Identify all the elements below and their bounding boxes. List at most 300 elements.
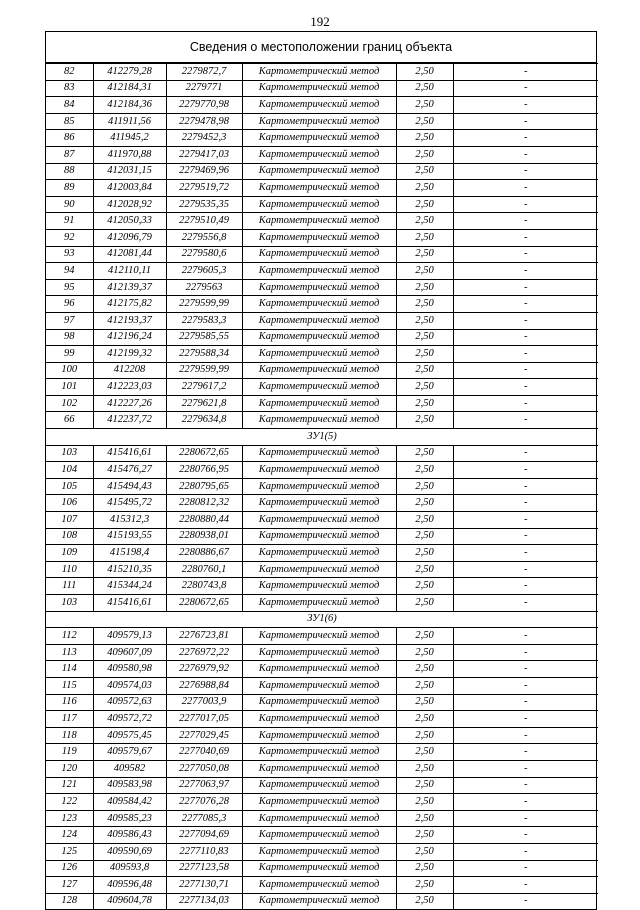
table-row (46, 229, 598, 246)
y-coordinate-cell: 2276972,22 (166, 644, 242, 661)
x-coordinate-cell: 412096,79 (93, 229, 166, 246)
point-number-cell: 104 (46, 462, 93, 479)
point-number-cell: 107 (46, 512, 93, 529)
precision-cell: 2,50 (396, 644, 453, 661)
coordinates-table-sheet (45, 31, 597, 910)
description-cell: - (453, 810, 598, 827)
description-cell: - (453, 196, 598, 213)
x-coordinate-cell: 409572,63 (93, 694, 166, 711)
x-coordinate-cell: 412237,72 (93, 412, 166, 429)
point-number-cell: 109 (46, 545, 93, 562)
description-cell: - (453, 113, 598, 130)
method-cell: Картометрический метод (242, 229, 396, 246)
x-coordinate-cell: 409582 (93, 760, 166, 777)
x-coordinate-cell: 409585,23 (93, 810, 166, 827)
precision-cell: 2,50 (396, 246, 453, 263)
precision-cell: 2,50 (396, 777, 453, 794)
method-cell: Картометрический метод (242, 64, 396, 81)
x-coordinate-cell: 412208 (93, 362, 166, 379)
description-cell: - (453, 843, 598, 860)
table-row (46, 395, 598, 412)
precision-cell: 2,50 (396, 478, 453, 495)
method-cell: Картометрический метод (242, 495, 396, 512)
description-cell: - (453, 512, 598, 529)
method-cell: Картометрический метод (242, 628, 396, 645)
x-coordinate-cell: 412031,15 (93, 163, 166, 180)
y-coordinate-cell: 2277050,08 (166, 760, 242, 777)
method-cell: Картометрический метод (242, 97, 396, 114)
precision-cell: 2,50 (396, 495, 453, 512)
y-coordinate-cell: 2276723,81 (166, 628, 242, 645)
method-cell: Картометрический метод (242, 561, 396, 578)
point-number-cell: 121 (46, 777, 93, 794)
y-coordinate-cell: 2280938,01 (166, 528, 242, 545)
precision-cell: 2,50 (396, 827, 453, 844)
point-number-cell: 103 (46, 595, 93, 612)
point-number-cell: 87 (46, 146, 93, 163)
description-cell: - (453, 661, 598, 678)
method-cell: Картометрический метод (242, 794, 396, 811)
precision-cell: 2,50 (396, 578, 453, 595)
point-number-cell: 113 (46, 644, 93, 661)
table-row (46, 644, 598, 661)
y-coordinate-cell: 2277110,83 (166, 843, 242, 860)
precision-cell: 2,50 (396, 727, 453, 744)
precision-cell: 2,50 (396, 528, 453, 545)
table-row (46, 694, 598, 711)
x-coordinate-cell: 412139,37 (93, 279, 166, 296)
x-coordinate-cell: 409575,45 (93, 727, 166, 744)
coordinates-table-body (46, 64, 598, 910)
description-cell: - (453, 229, 598, 246)
description-cell: - (453, 760, 598, 777)
precision-cell: 2,50 (396, 296, 453, 313)
y-coordinate-cell: 2277130,71 (166, 877, 242, 894)
point-number-cell: 106 (46, 495, 93, 512)
point-number-cell: 99 (46, 346, 93, 363)
table-row (46, 130, 598, 147)
y-coordinate-cell: 2279621,8 (166, 395, 242, 412)
point-number-cell: 112 (46, 628, 93, 645)
point-number-cell: 128 (46, 893, 93, 909)
section-label: ЗУ1(6) (46, 611, 598, 628)
x-coordinate-cell: 415312,3 (93, 512, 166, 529)
x-coordinate-cell: 409579,67 (93, 744, 166, 761)
table-row (46, 263, 598, 280)
y-coordinate-cell: 2279535,35 (166, 196, 242, 213)
table-row (46, 877, 598, 894)
y-coordinate-cell: 2279563 (166, 279, 242, 296)
y-coordinate-cell: 2280886,67 (166, 545, 242, 562)
x-coordinate-cell: 412184,31 (93, 80, 166, 97)
table-row (46, 213, 598, 230)
y-coordinate-cell: 2280880,44 (166, 512, 242, 529)
description-cell: - (453, 362, 598, 379)
point-number-cell: 86 (46, 130, 93, 147)
x-coordinate-cell: 415344,24 (93, 578, 166, 595)
point-number-cell: 115 (46, 677, 93, 694)
precision-cell: 2,50 (396, 561, 453, 578)
method-cell: Картометрический метод (242, 744, 396, 761)
precision-cell: 2,50 (396, 595, 453, 612)
description-cell: - (453, 628, 598, 645)
table-row (46, 146, 598, 163)
precision-cell: 2,50 (396, 711, 453, 728)
y-coordinate-cell: 2277040,69 (166, 744, 242, 761)
y-coordinate-cell: 2279478,98 (166, 113, 242, 130)
description-cell: - (453, 379, 598, 396)
description-cell: - (453, 794, 598, 811)
table-row (46, 661, 598, 678)
method-cell: Картометрический метод (242, 462, 396, 479)
description-cell: - (453, 827, 598, 844)
description-cell: - (453, 312, 598, 329)
x-coordinate-cell: 409593,8 (93, 860, 166, 877)
method-cell: Картометрический метод (242, 512, 396, 529)
point-number-cell: 66 (46, 412, 93, 429)
x-coordinate-cell: 411970,88 (93, 146, 166, 163)
method-cell: Картометрический метод (242, 113, 396, 130)
precision-cell: 2,50 (396, 229, 453, 246)
precision-cell: 2,50 (396, 445, 453, 462)
y-coordinate-cell: 2280672,65 (166, 595, 242, 612)
precision-cell: 2,50 (396, 412, 453, 429)
table-row (46, 760, 598, 777)
x-coordinate-cell: 412196,24 (93, 329, 166, 346)
precision-cell: 2,50 (396, 893, 453, 909)
point-number-cell: 114 (46, 661, 93, 678)
description-cell: - (453, 677, 598, 694)
description-cell: - (453, 130, 598, 147)
method-cell: Картометрический метод (242, 843, 396, 860)
x-coordinate-cell: 409607,09 (93, 644, 166, 661)
y-coordinate-cell: 2280672,65 (166, 445, 242, 462)
y-coordinate-cell: 2279588,34 (166, 346, 242, 363)
precision-cell: 2,50 (396, 677, 453, 694)
method-cell: Картометрический метод (242, 263, 396, 280)
precision-cell: 2,50 (396, 860, 453, 877)
section-label: ЗУ1(5) (46, 429, 598, 446)
table-row (46, 628, 598, 645)
method-cell: Картометрический метод (242, 279, 396, 296)
precision-cell: 2,50 (396, 362, 453, 379)
method-cell: Картометрический метод (242, 130, 396, 147)
method-cell: Картометрический метод (242, 777, 396, 794)
y-coordinate-cell: 2279599,99 (166, 362, 242, 379)
table-row (46, 97, 598, 114)
point-number-cell: 85 (46, 113, 93, 130)
method-cell: Картометрический метод (242, 860, 396, 877)
x-coordinate-cell: 409579,13 (93, 628, 166, 645)
x-coordinate-cell: 412050,33 (93, 213, 166, 230)
method-cell: Картометрический метод (242, 877, 396, 894)
table-row (46, 312, 598, 329)
y-coordinate-cell: 2279770,98 (166, 97, 242, 114)
x-coordinate-cell: 415494,43 (93, 478, 166, 495)
point-number-cell: 123 (46, 810, 93, 827)
x-coordinate-cell: 412003,84 (93, 180, 166, 197)
description-cell: - (453, 561, 598, 578)
y-coordinate-cell: 2280795,65 (166, 478, 242, 495)
x-coordinate-cell: 415416,61 (93, 445, 166, 462)
precision-cell: 2,50 (396, 279, 453, 296)
y-coordinate-cell: 2279580,6 (166, 246, 242, 263)
method-cell: Картометрический метод (242, 412, 396, 429)
table-row (46, 445, 598, 462)
precision-cell: 2,50 (396, 163, 453, 180)
table-row (46, 329, 598, 346)
point-number-cell: 118 (46, 727, 93, 744)
description-cell: - (453, 163, 598, 180)
point-number-cell: 127 (46, 877, 93, 894)
table-row (46, 744, 598, 761)
x-coordinate-cell: 409572,72 (93, 711, 166, 728)
precision-cell: 2,50 (396, 810, 453, 827)
y-coordinate-cell: 2279556,8 (166, 229, 242, 246)
precision-cell: 2,50 (396, 694, 453, 711)
method-cell: Картометрический метод (242, 528, 396, 545)
description-cell: - (453, 263, 598, 280)
method-cell: Картометрический метод (242, 163, 396, 180)
point-number-cell: 110 (46, 561, 93, 578)
y-coordinate-cell: 2277076,28 (166, 794, 242, 811)
y-coordinate-cell: 2279617,2 (166, 379, 242, 396)
table-row (46, 64, 598, 81)
point-number-cell: 116 (46, 694, 93, 711)
description-cell: - (453, 495, 598, 512)
table-row (46, 595, 598, 612)
method-cell: Картометрический метод (242, 296, 396, 313)
x-coordinate-cell: 409596,48 (93, 877, 166, 894)
description-cell: - (453, 64, 598, 81)
x-coordinate-cell: 415476,27 (93, 462, 166, 479)
description-cell: - (453, 462, 598, 479)
x-coordinate-cell: 415210,35 (93, 561, 166, 578)
x-coordinate-cell: 409584,42 (93, 794, 166, 811)
method-cell: Картометрический метод (242, 346, 396, 363)
description-cell: - (453, 445, 598, 462)
method-cell: Картометрический метод (242, 80, 396, 97)
table-row (46, 528, 598, 545)
y-coordinate-cell: 2277094,69 (166, 827, 242, 844)
table-title: Сведения о местоположении границ объекта (46, 32, 596, 63)
x-coordinate-cell: 409604,78 (93, 893, 166, 909)
method-cell: Картометрический метод (242, 329, 396, 346)
point-number-cell: 92 (46, 229, 93, 246)
precision-cell: 2,50 (396, 329, 453, 346)
precision-cell: 2,50 (396, 545, 453, 562)
y-coordinate-cell: 2279872,7 (166, 64, 242, 81)
description-cell: - (453, 213, 598, 230)
method-cell: Картометрический метод (242, 362, 396, 379)
precision-cell: 2,50 (396, 146, 453, 163)
description-cell: - (453, 595, 598, 612)
point-number-cell: 124 (46, 827, 93, 844)
y-coordinate-cell: 2279771 (166, 80, 242, 97)
precision-cell: 2,50 (396, 346, 453, 363)
precision-cell: 2,50 (396, 196, 453, 213)
description-cell: - (453, 296, 598, 313)
method-cell: Картометрический метод (242, 180, 396, 197)
x-coordinate-cell: 412175,82 (93, 296, 166, 313)
section-header-row (46, 611, 598, 628)
table-row (46, 296, 598, 313)
y-coordinate-cell: 2276988,84 (166, 677, 242, 694)
method-cell: Картометрический метод (242, 196, 396, 213)
method-cell: Картометрический метод (242, 213, 396, 230)
description-cell: - (453, 860, 598, 877)
point-number-cell: 91 (46, 213, 93, 230)
precision-cell: 2,50 (396, 760, 453, 777)
y-coordinate-cell: 2277029,45 (166, 727, 242, 744)
precision-cell: 2,50 (396, 113, 453, 130)
y-coordinate-cell: 2279417,03 (166, 146, 242, 163)
y-coordinate-cell: 2279510,49 (166, 213, 242, 230)
x-coordinate-cell: 409574,03 (93, 677, 166, 694)
table-row (46, 412, 598, 429)
table-row (46, 346, 598, 363)
point-number-cell: 95 (46, 279, 93, 296)
table-row (46, 827, 598, 844)
table-row (46, 163, 598, 180)
table-row (46, 578, 598, 595)
precision-cell: 2,50 (396, 80, 453, 97)
y-coordinate-cell: 2280760,1 (166, 561, 242, 578)
point-number-cell: 108 (46, 528, 93, 545)
point-number-cell: 125 (46, 843, 93, 860)
precision-cell: 2,50 (396, 312, 453, 329)
y-coordinate-cell: 2279519,72 (166, 180, 242, 197)
method-cell: Картометрический метод (242, 893, 396, 909)
point-number-cell: 122 (46, 794, 93, 811)
description-cell: - (453, 727, 598, 744)
x-coordinate-cell: 409580,98 (93, 661, 166, 678)
y-coordinate-cell: 2277063,97 (166, 777, 242, 794)
description-cell: - (453, 395, 598, 412)
table-row (46, 180, 598, 197)
y-coordinate-cell: 2279605,3 (166, 263, 242, 280)
table-row (46, 893, 598, 909)
x-coordinate-cell: 409586,43 (93, 827, 166, 844)
point-number-cell: 126 (46, 860, 93, 877)
y-coordinate-cell: 2277085,3 (166, 810, 242, 827)
y-coordinate-cell: 2276979,92 (166, 661, 242, 678)
description-cell: - (453, 412, 598, 429)
point-number-cell: 90 (46, 196, 93, 213)
table-row (46, 113, 598, 130)
precision-cell: 2,50 (396, 64, 453, 81)
method-cell: Картометрический метод (242, 677, 396, 694)
point-number-cell: 120 (46, 760, 93, 777)
method-cell: Картометрический метод (242, 644, 396, 661)
description-cell: - (453, 528, 598, 545)
x-coordinate-cell: 412223,03 (93, 379, 166, 396)
table-row (46, 279, 598, 296)
point-number-cell: 89 (46, 180, 93, 197)
table-row (46, 794, 598, 811)
x-coordinate-cell: 409583,98 (93, 777, 166, 794)
x-coordinate-cell: 412028,92 (93, 196, 166, 213)
table-row (46, 462, 598, 479)
table-row (46, 379, 598, 396)
description-cell: - (453, 777, 598, 794)
precision-cell: 2,50 (396, 794, 453, 811)
method-cell: Картометрический метод (242, 661, 396, 678)
method-cell: Картометрический метод (242, 146, 396, 163)
method-cell: Картометрический метод (242, 727, 396, 744)
y-coordinate-cell: 2279452,3 (166, 130, 242, 147)
table-row (46, 727, 598, 744)
precision-cell: 2,50 (396, 512, 453, 529)
method-cell: Картометрический метод (242, 246, 396, 263)
description-cell: - (453, 578, 598, 595)
method-cell: Картометрический метод (242, 395, 396, 412)
precision-cell: 2,50 (396, 843, 453, 860)
y-coordinate-cell: 2277134,03 (166, 893, 242, 909)
x-coordinate-cell: 412081,44 (93, 246, 166, 263)
point-number-cell: 117 (46, 711, 93, 728)
description-cell: - (453, 545, 598, 562)
point-number-cell: 94 (46, 263, 93, 280)
x-coordinate-cell: 412184,36 (93, 97, 166, 114)
y-coordinate-cell: 2280743,8 (166, 578, 242, 595)
description-cell: - (453, 146, 598, 163)
method-cell: Картометрический метод (242, 312, 396, 329)
x-coordinate-cell: 412279,28 (93, 64, 166, 81)
table-row (46, 777, 598, 794)
point-number-cell: 101 (46, 379, 93, 396)
x-coordinate-cell: 412199,32 (93, 346, 166, 363)
table-row (46, 80, 598, 97)
description-cell: - (453, 694, 598, 711)
description-cell: - (453, 877, 598, 894)
precision-cell: 2,50 (396, 180, 453, 197)
section-header-row (46, 429, 598, 446)
precision-cell: 2,50 (396, 628, 453, 645)
method-cell: Картометрический метод (242, 578, 396, 595)
x-coordinate-cell: 415193,55 (93, 528, 166, 545)
point-number-cell: 105 (46, 478, 93, 495)
description-cell: - (453, 644, 598, 661)
description-cell: - (453, 329, 598, 346)
table-row (46, 677, 598, 694)
description-cell: - (453, 180, 598, 197)
description-cell: - (453, 478, 598, 495)
description-cell: - (453, 80, 598, 97)
method-cell: Картометрический метод (242, 827, 396, 844)
precision-cell: 2,50 (396, 462, 453, 479)
point-number-cell: 103 (46, 445, 93, 462)
method-cell: Картометрический метод (242, 379, 396, 396)
method-cell: Картометрический метод (242, 810, 396, 827)
table-row (46, 362, 598, 379)
method-cell: Картометрический метод (242, 595, 396, 612)
description-cell: - (453, 744, 598, 761)
precision-cell: 2,50 (396, 379, 453, 396)
table-row (46, 512, 598, 529)
table-row (46, 196, 598, 213)
table-row (46, 495, 598, 512)
point-number-cell: 98 (46, 329, 93, 346)
point-number-cell: 88 (46, 163, 93, 180)
point-number-cell: 83 (46, 80, 93, 97)
table-row (46, 860, 598, 877)
table-row (46, 561, 598, 578)
point-number-cell: 84 (46, 97, 93, 114)
point-number-cell: 97 (46, 312, 93, 329)
method-cell: Картометрический метод (242, 760, 396, 777)
x-coordinate-cell: 412227,26 (93, 395, 166, 412)
